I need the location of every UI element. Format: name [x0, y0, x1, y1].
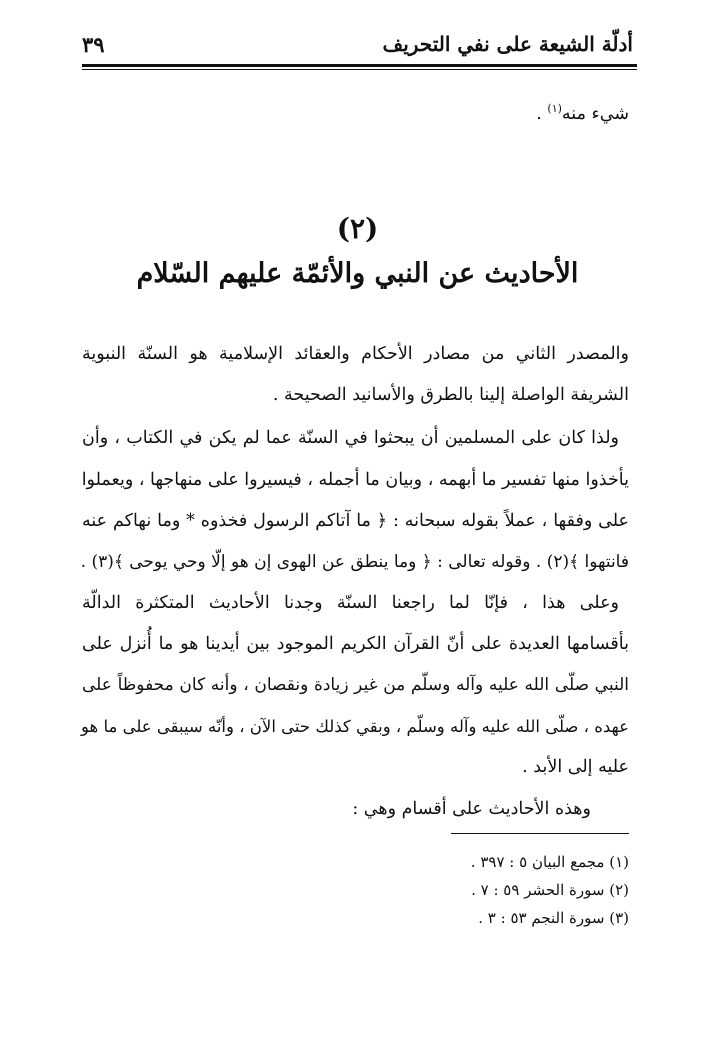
body-line-1: والمصدر الثاني من مصادر الأحكام والعقائد الإسلامية هو السنّة النبوية: [82, 344, 629, 364]
body-line-4: يأخذوا منها تفسير ما أبهمه ، وبيان ما أجمله ، فيسيروا على منهاجها ، ويعملوا: [81, 470, 629, 490]
footnote-2: (٢) سورة الحشر ٥٩ : ٧ .: [471, 881, 629, 899]
body-line-6: فانتهوا ﴾(٢) . وقوله تعالى : ﴿ وما ينطق عن الهوى إن هو إلّا وحي يوحى ﴾(٣) .: [80, 552, 629, 572]
page-number: ٣٩: [82, 32, 105, 57]
intro-text: شيء منه: [561, 104, 629, 124]
body-line-12: وهذه الأحاديث على أقسام وهي :: [352, 799, 591, 819]
intro-line: [82, 94, 629, 135]
footnote-3: (٣) سورة النجم ٥٣ : ٣ .: [478, 909, 629, 927]
body-line-8: بأقسامها العديدة على أنّ القرآن الكريم الموجود بين أيدينا هو ما أُنزل على: [82, 634, 629, 654]
running-title: أدلّة الشيعة على نفي التحريف: [382, 32, 633, 56]
header-rule-thick: [82, 64, 637, 67]
header-rule-thin: [82, 69, 637, 70]
footnote-rule: [451, 833, 629, 834]
section-title: الأحاديث عن النبي والأئمّة عليهم السّلام: [136, 258, 579, 289]
body-line-3: ولذا كان على المسلمين أن يبحثوا في السنّة عما لم يكن في الكتاب ، وأن: [82, 428, 619, 448]
body-line-11: عليه إلى الأبد .: [522, 757, 629, 777]
body-line-9: النبي صلّى الله عليه وآله وسلّم من غير زيادة ونقصان ، وأنه كان محفوظاً على: [82, 675, 629, 695]
body-line-7: وعلى هذا ، فإنّا لما راجعنا السنّة وجدنا الأحاديث المتكثرة الدالّة: [82, 593, 619, 613]
section-number: (٢): [336, 212, 379, 245]
footnote-1: (١) مجمع البيان ٥ : ٣٩٧ .: [470, 853, 629, 871]
body-line-5: على وفقها ، عملاً بقوله سبحانه : ﴿ ما آتاكم الرسول فخذوه * وما نهاكم عنه: [82, 511, 629, 531]
footnote-ref-1: (١): [547, 102, 562, 116]
body-line-10: عهده ، صلّى الله عليه وآله وسلّم ، وبقي كذلك حتى الآن ، وأنّه سيبقى على ما هو: [80, 717, 629, 736]
intro-end: .: [536, 104, 548, 124]
page-header: [82, 30, 633, 60]
body-line-2: الشريفة الواصلة إلينا بالطرق والأسانيد الصحيحة .: [272, 385, 629, 405]
